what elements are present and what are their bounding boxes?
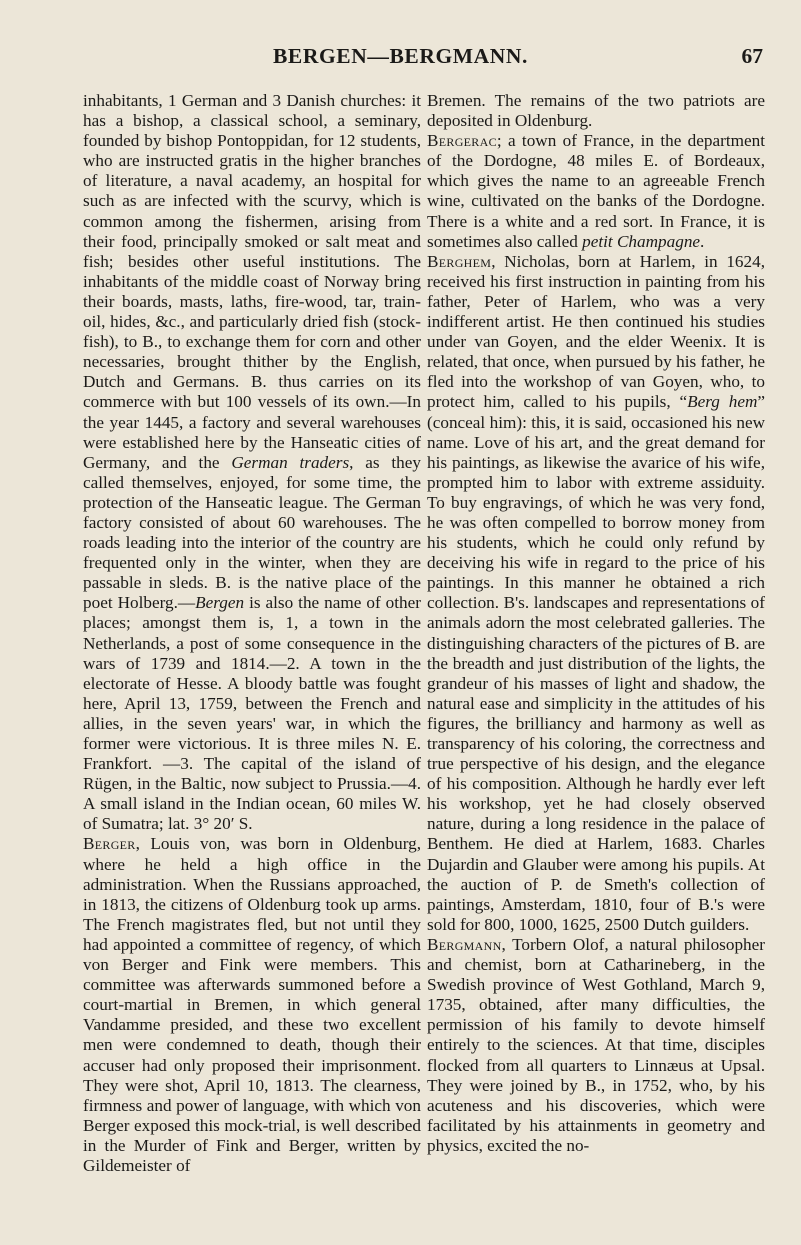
entry-bergmann: Bergmann, Torbern Olof, a natural philosopher and chemist, born at Catharineberg, in the Swedish province of West Gothland, March 9, 1735, obtained, after many difficulties, the permission of his family to devote himself entirely to the sciences. At that time, disciples flocked from all quarters to Linnæus at Upsal. They were joined by B., in 1752, who, by his acuteness and his discoveries, which were facilitated by his attainments in geometry and physics, excited the no- [427, 934, 765, 1155]
entry-headword: Berghem [427, 251, 492, 271]
entry-headword: Berger [83, 834, 136, 854]
entry-berghem: Berghem, Nicholas, born at Harlem, in 1624, received his first instruction in painting from his father, Peter of Harlem, who was a very indifferent artist. He then continued his studies under van Goyen, and the elder Weenix. It is related, that once, when pursued by his father, he fled into the workshop of van Goyen, who, to protect him, called to his pupils, “Berg hem” (conceal him): this, it is said, occasioned his new name. Love of his art, and the great demand for his paintings, as likewise the avarice of his wife, prompted him to labor with extreme assiduity. To buy engravings, of which he was very fond, he was often compelled to borrow money from his students, which he could only refund by deceiving his wife in regard to the price of his paintings. In this manner he obtained a rich collection. B's. landscapes and representations of animals adorn the most celebrated galleries. The distinguishing characters of the pictures of B. are the breadth and just distribution of the lights, the grandeur of his masses of light and shadow, the natural ease and simplicity in the attitudes of his figures, the brilliancy and harmony as well as transparency of his coloring, the correctness and true perspective of his design, and the elegance of his composition. Although he hardly ever left his workshop, yet he had closely observed nature, during a long residence in the palace of Benthem. He died at Harlem, 1683. Charles Dujardin and Glauber were among his pupils. At the auction of P. de Smeth's collection of paintings, Amsterdam, 1810, four of B.'s were sold for 800, 1000, 1625, 2500 Dutch guilders. [427, 251, 765, 934]
entry-headword: Bergmann [427, 934, 502, 954]
entry-headword: Bergerac [427, 131, 497, 151]
continued-entry-berger: Bremen. The remains of the two patriots are deposited in Oldenburg. [427, 91, 765, 131]
running-header [0, 44, 801, 72]
italic-phrase: Bergen [195, 593, 245, 613]
running-title: BERGEN—BERGMANN. [272, 44, 529, 68]
page-number: 67 [741, 44, 763, 68]
entry-berger: Berger, Louis von, was born in Oldenburg, where he held a high office in the administration. When the Russians approached, in 1813, the citizens of Oldenburg took up arms. The French magistrates fled, but not until they had appointed a committee of regency, of which von Berger and Fink were members. This committee was afterwards summoned before a court-martial in Bremen, in which general Vandamme presided, and these two excellent men were condemned to death, though their accuser had only proposed their imprisonment. They were shot, April 10, 1813. The clearness, firmness and power of language, with which von Berger exposed this mock-trial, is well described in the Murder of Fink and Berger, written by Gildemeister of [83, 834, 421, 1175]
italic-phrase: Berg hem [687, 392, 758, 412]
italic-phrase: German traders [231, 452, 350, 472]
left-column [83, 91, 421, 1176]
italic-phrase: petit Champagne [582, 231, 701, 251]
right-column [427, 91, 765, 1156]
entry-bergerac: Bergerac; a town of France, in the department of the Dordogne, 48 miles E. of Bordeaux, which gives the name to an agreeable French wine, cultivated on the banks of the Dordogne. There is a white and a red sort. In France, it is sometimes also called petit Champagne. [427, 131, 765, 251]
continued-entry-bergen: inhabitants, 1 German and 3 Danish churches: it has a bishop, a classical school, a seminary, founded by bishop Pontoppidan, for 12 students, who are instructed gratis in the higher branches of literature, a naval academy, an hospital for such as are infected with the scurvy, which is common among the fishermen, arising from their food, principally smoked or salt meat and fish; besides other useful institutions. The inhabitants of the middle coast of Norway bring their boards, masts, laths, fire-wood, tar, train-oil, hides, &c., and particularly dried fish (stock-fish), to B., to exchange them for corn and other necessaries, brought thither by the English, Dutch and Germans. B. thus carries on its commerce with but 100 vessels of its own.—In the year 1445, a factory and several warehouses were established here by the Hanseatic cities of Germany, and the German traders, as they called themselves, enjoyed, for some time, the protection of the Hanseatic league. The German factory consisted of about 60 warehouses. The roads leading into the interior of the country are frequented only in the winter, when they are passable in sleds. B. is the native place of the poet Holberg.—Bergen is also the name of other places; amongst them is, 1, a town in the Netherlands, a post of some consequence in the wars of 1739 and 1814.—2. A town in the electorate of Hesse. A bloody battle was fought here, April 13, 1759, between the French and allies, in the seven years' war, in which the former were victorious. It is three miles N. E. Frankfort. —3. The capital of the island of Rügen, in the Baltic, now subject to Prussia.—4. A small island in the Indian ocean, 60 miles W. of Sumatra; lat. 3° 20′ S. [83, 91, 421, 834]
